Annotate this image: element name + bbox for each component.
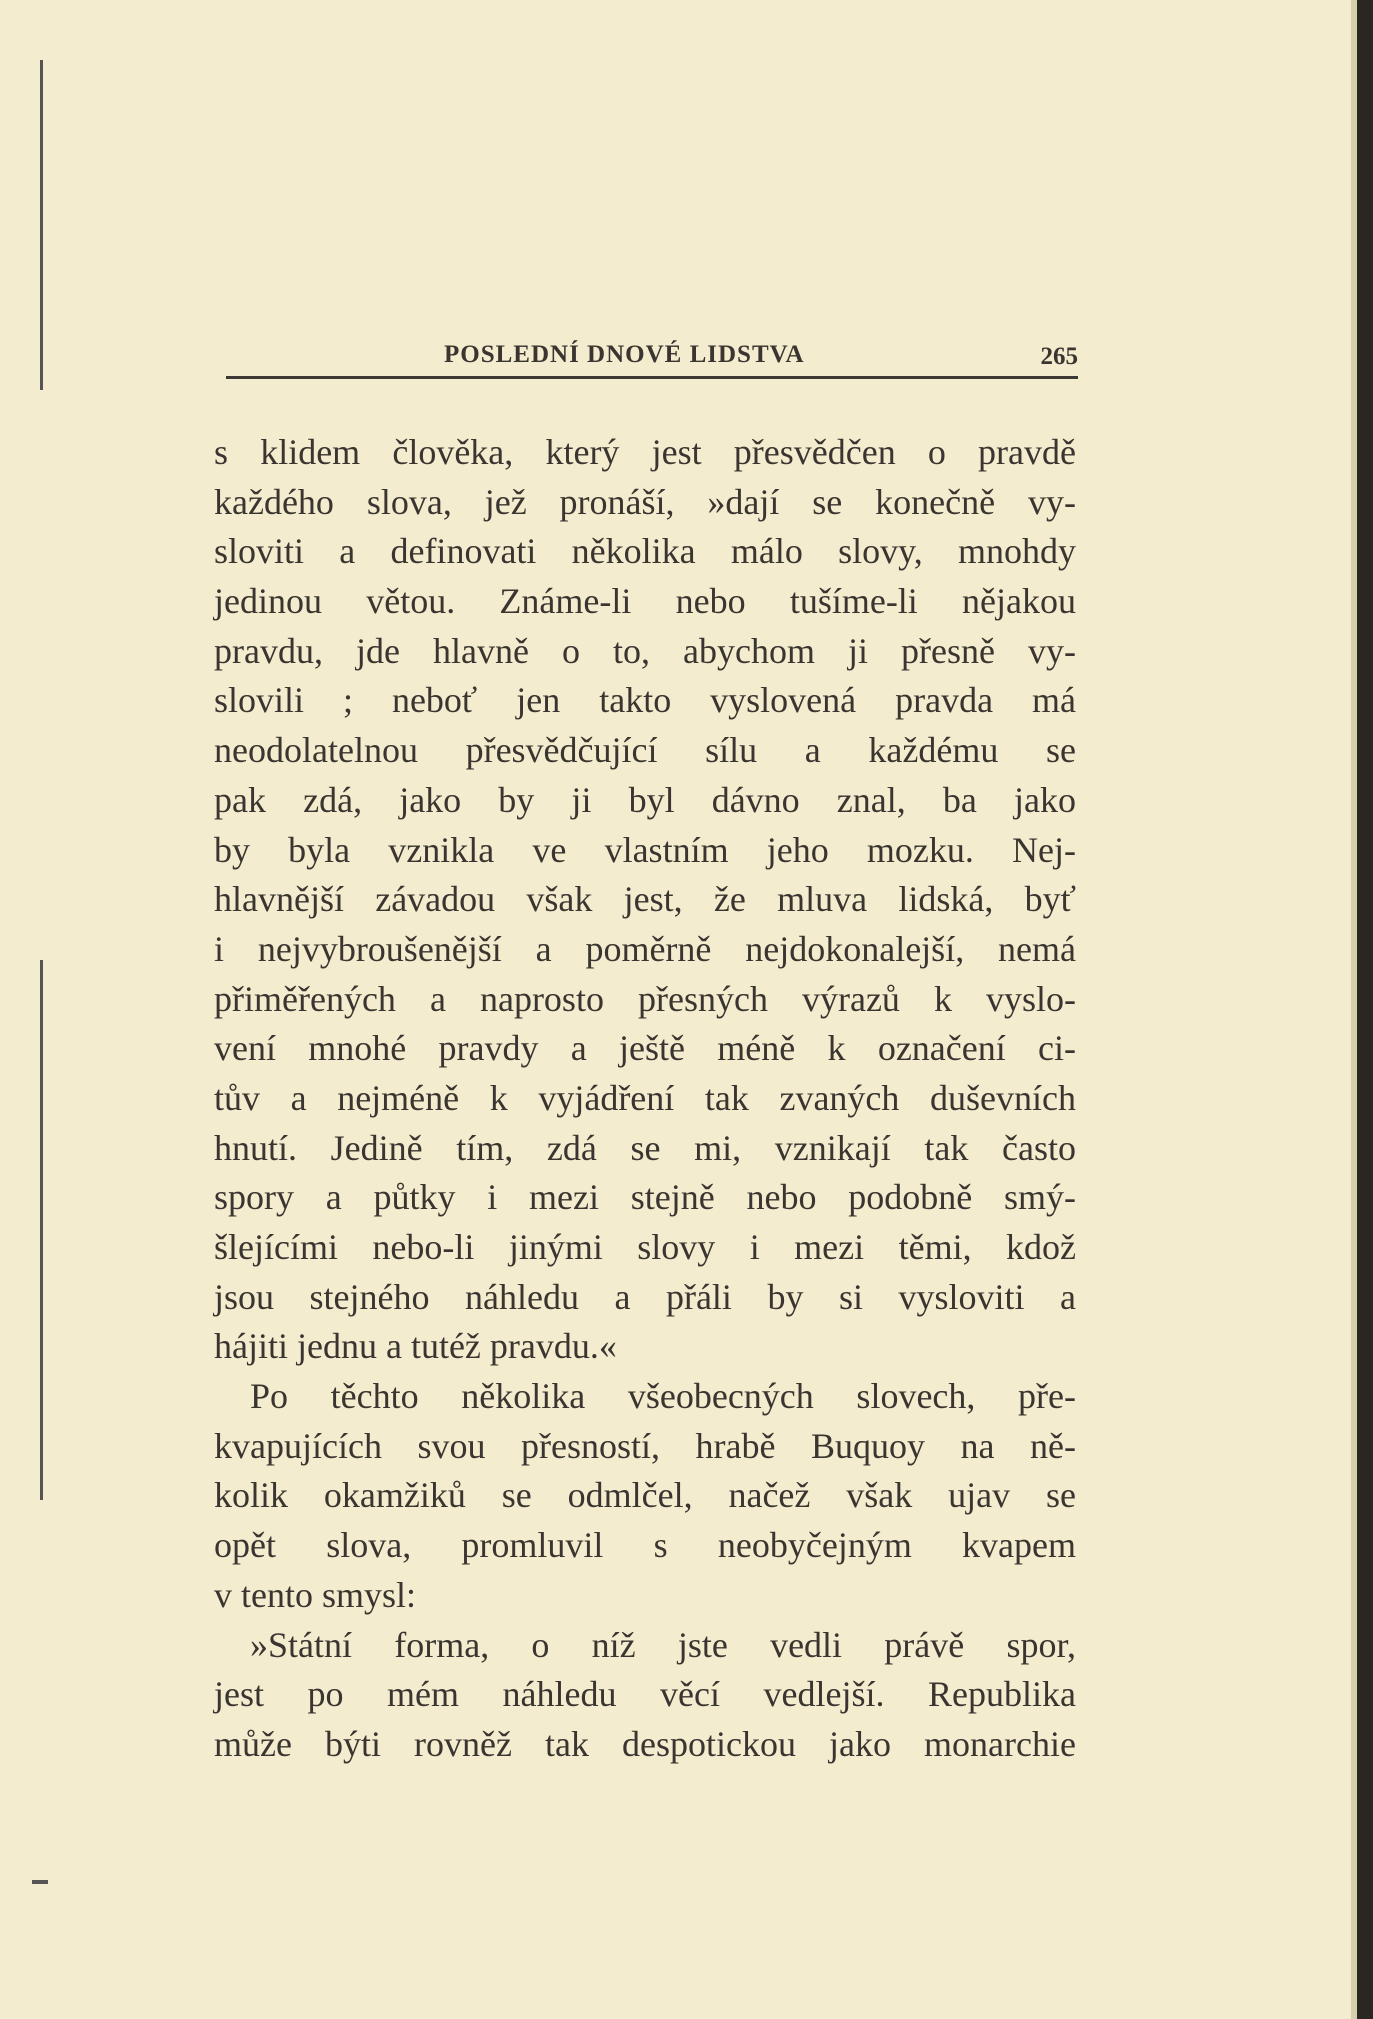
text-line: jedinou větou. Známe-li nebo tušíme-li nějakou <box>214 581 1076 622</box>
scan-margin-mark <box>40 60 43 390</box>
text-line: sloviti a definovati několika málo slovy, mnohdy <box>214 531 1076 572</box>
running-header <box>226 335 1078 375</box>
text-line: s klidem člověka, který jest přesvědčen o pravdě <box>214 432 1076 472</box>
text-line: hnutí. Jedině tím, zdá se mi, vznikají tak často <box>214 1127 1076 1168</box>
text-line: Po těchto několika všeobecných slovech, pře- <box>250 1376 1076 1417</box>
book-edge <box>1357 0 1373 2019</box>
text-line: může býti rovněž tak despotickou jako monarchie <box>214 1723 1076 1764</box>
header-rule <box>226 376 1078 379</box>
running-title: POSLEDNÍ DNOVÉ LIDSTVA <box>444 341 805 368</box>
text-line: pak zdá, jako by ji byl dávno znal, ba jako <box>214 779 1076 820</box>
scan-margin-mark <box>32 1880 48 1884</box>
text-line: kvapujících svou přesností, hrabě Buquoy na ně- <box>214 1425 1076 1466</box>
text-line: by byla vznikla ve vlastním jeho mozku. Nej- <box>214 829 1076 870</box>
text-line: jsou stejného náhledu a přáli by si vysloviti a <box>214 1276 1076 1317</box>
text-line: kolik okamžiků se odmlčel, načež však ujav se <box>214 1475 1076 1516</box>
text-line: šlejícími nebo-li jinými slovy i mezi těmi, kdož <box>214 1227 1076 1267</box>
text-line: vení mnohé pravdy a ještě méně k označení ci- <box>214 1028 1076 1069</box>
text-line: spory a půtky i mezi stejně nebo podobně smý- <box>214 1177 1076 1218</box>
text-line: v tento smysl: <box>214 1574 417 1615</box>
text-line: pravdu, jde hlavně o to, abychom ji přesně vy- <box>214 630 1076 671</box>
text-line: hlavnější závadou však jest, že mluva lidská, byť <box>214 879 1076 920</box>
text-line: každého slova, jež pronáší, »dají se konečně vy- <box>214 481 1076 522</box>
text-line: jest po mém náhledu věcí vedlejší. Republika <box>214 1674 1076 1715</box>
text-line: i nejvybroušenější a poměrně nejdokonalejší, nemá <box>214 928 1076 969</box>
page-body-text <box>214 428 1076 1770</box>
text-line: opět slova, promluvil s neobyčejným kvapem <box>214 1525 1076 1566</box>
scan-margin-mark <box>40 960 43 1500</box>
text-line: hájiti jednu a tutéž pravdu.« <box>214 1326 617 1367</box>
page-number: 265 <box>1040 343 1078 370</box>
text-line: přiměřených a naprosto přesných výrazů k vyslo- <box>214 978 1076 1019</box>
text-line: »Státní forma, o níž jste vedli právě spor, <box>250 1624 1076 1665</box>
text-line: slovili ; neboť jen takto vyslovená pravda má <box>214 680 1076 721</box>
text-line: neodolatelnou přesvědčující sílu a každému se <box>214 730 1076 771</box>
text-line: tův a nejméně k vyjádření tak zvaných duševních <box>214 1077 1076 1118</box>
